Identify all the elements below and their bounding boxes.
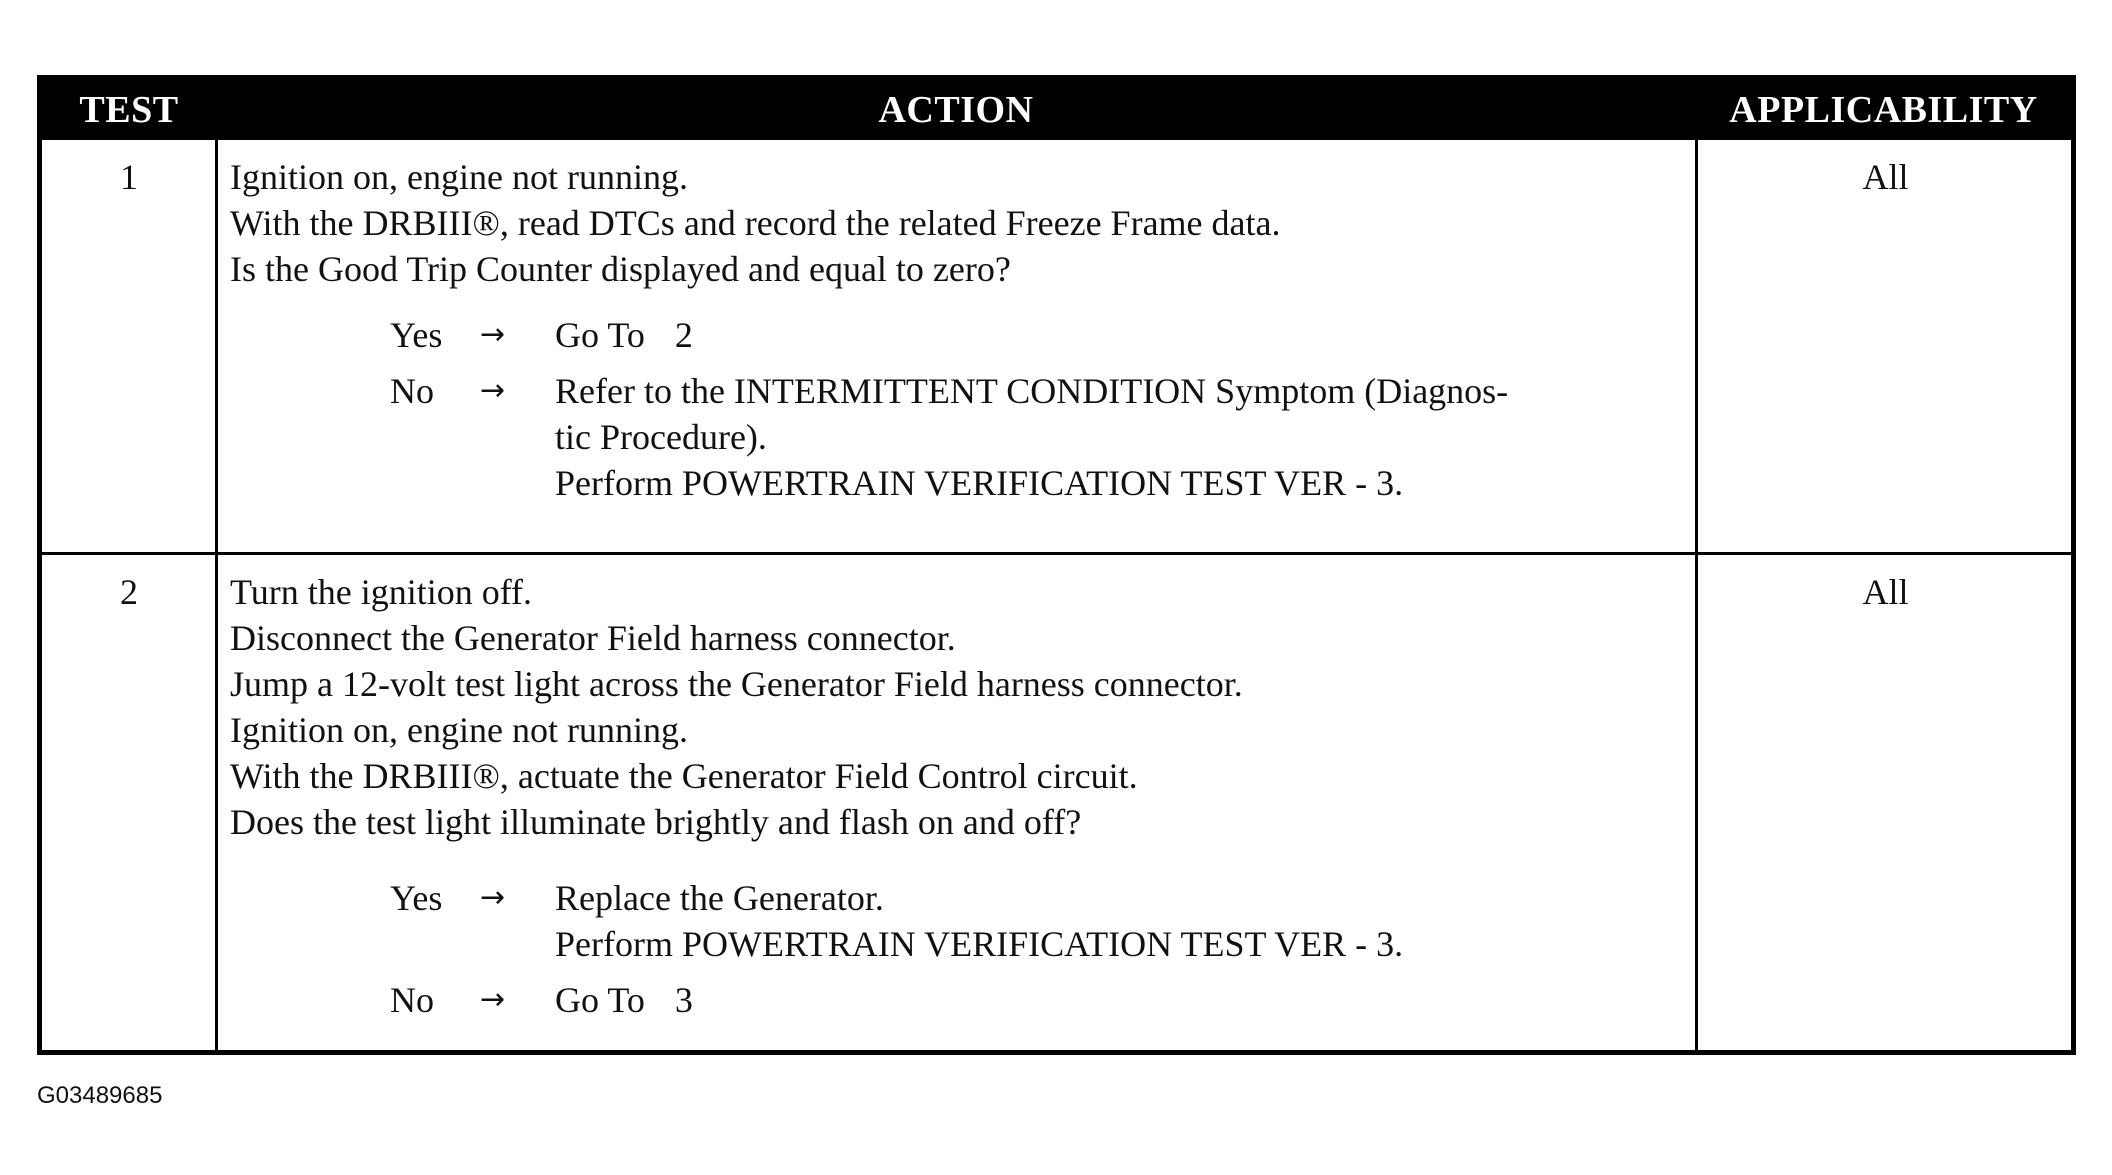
answer-line: Replace the Generator. xyxy=(555,878,884,918)
goto-text: Go To xyxy=(555,980,645,1020)
action-step: Jump a 12-volt test light across the Generator Field harness connector. xyxy=(230,664,1243,704)
right-arrow-icon: → xyxy=(480,982,506,1017)
answer-label-yes: Yes xyxy=(390,878,443,918)
answer-line: Refer to the INTERMITTENT CONDITION Symptom (Diagnos- xyxy=(555,371,1509,411)
answer-line: Perform POWERTRAIN VERIFICATION TEST VER - 3. xyxy=(555,924,1404,964)
action-cell xyxy=(230,154,1680,506)
action-cell xyxy=(230,569,1680,1023)
action-step: Ignition on, engine not running. xyxy=(230,157,688,197)
answer-line: Perform POWERTRAIN VERIFICATION TEST VER - 3. xyxy=(555,463,1404,503)
answer-body xyxy=(555,875,1680,967)
action-question: Is the Good Trip Counter displayed and equal to zero? xyxy=(230,249,1011,289)
goto-link[interactable]: 2 xyxy=(674,315,693,355)
answer-no xyxy=(230,368,1680,506)
diagnostic-test-table xyxy=(37,75,2076,1055)
action-step: With the DRBIII®, read DTCs and record the related Freeze Frame data. xyxy=(230,203,1281,243)
header-applicability: APPLICABILITY xyxy=(1729,89,2038,131)
goto-text: Go To xyxy=(555,315,645,355)
header-action: ACTION xyxy=(878,89,1034,131)
test-number: 2 xyxy=(120,572,138,612)
table-header-row xyxy=(42,80,2071,140)
header-test: TEST xyxy=(79,89,179,131)
action-step: Disconnect the Generator Field harness connector. xyxy=(230,618,956,658)
test-number: 1 xyxy=(120,157,138,197)
action-step: With the DRBIII®, actuate the Generator Field Control circuit. xyxy=(230,756,1138,796)
action-question: Does the test light illuminate brightly and flash on and off? xyxy=(230,802,1082,842)
answer-body xyxy=(555,368,1680,506)
answer-label-yes: Yes xyxy=(390,315,443,355)
figure-id: G03489685 xyxy=(37,1082,163,1109)
right-arrow-icon: → xyxy=(480,317,506,352)
right-arrow-icon: → xyxy=(480,880,506,915)
answer-body xyxy=(555,977,1680,1023)
goto-link[interactable]: 3 xyxy=(674,980,693,1020)
answer-label-no: No xyxy=(390,980,434,1020)
applicability-cell: All xyxy=(1862,572,1909,612)
table-row-test-2 xyxy=(42,555,2071,1050)
answer-line: tic Procedure). xyxy=(555,417,767,457)
answer-yes xyxy=(230,312,1680,358)
action-step: Turn the ignition off. xyxy=(230,572,533,612)
table-row-test-1 xyxy=(42,140,2071,552)
answer-body xyxy=(555,312,1680,358)
answer-no xyxy=(230,977,1680,1023)
answer-yes xyxy=(230,875,1680,967)
applicability-cell: All xyxy=(1862,157,1909,197)
answer-label-no: No xyxy=(390,371,434,411)
right-arrow-icon: → xyxy=(480,373,506,408)
action-step: Ignition on, engine not running. xyxy=(230,710,688,750)
